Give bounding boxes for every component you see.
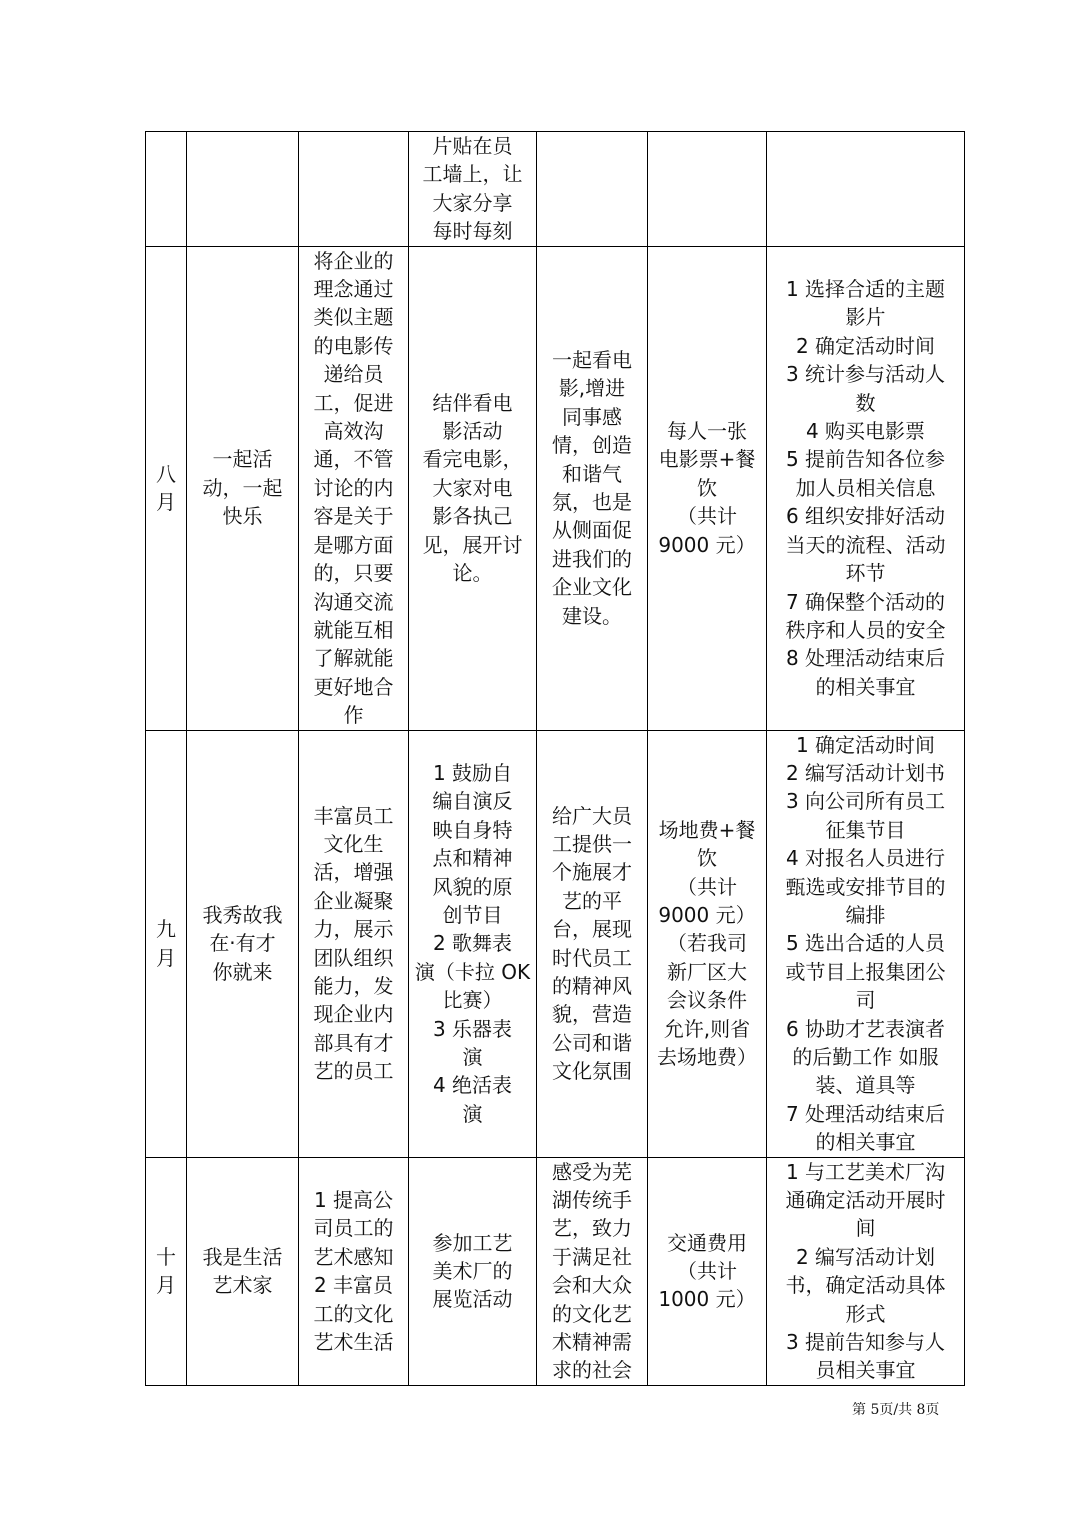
cell-text-line: 论。 bbox=[452, 561, 493, 586]
cell-text-line: 八 bbox=[156, 461, 176, 486]
cell-text-line: 现企业内 bbox=[313, 1002, 394, 1027]
cell-text-line: 编排 bbox=[845, 902, 886, 927]
cell-text-line: 团队组织 bbox=[313, 945, 394, 970]
theme-cell bbox=[187, 730, 299, 1157]
cell-text-line: 4 绝活表 bbox=[432, 1073, 513, 1098]
month-cell bbox=[146, 132, 187, 247]
cell-text-line: 给广大员 bbox=[552, 803, 632, 828]
cell-text-line: 当天的流程、活动 bbox=[785, 532, 946, 557]
cell-text-line: 湖传统手 bbox=[552, 1188, 632, 1213]
cell-text-line: （共计 bbox=[677, 504, 737, 529]
cell-text-line: 影片 bbox=[845, 305, 886, 330]
cell-text-line: 比赛） bbox=[442, 988, 503, 1013]
cell-text-line: 片贴在员 bbox=[432, 134, 513, 158]
cell-text-line: 展览活动 bbox=[432, 1287, 513, 1312]
cell-text-line: 就能互相 bbox=[313, 617, 394, 642]
cell-text-line: 编自演反 bbox=[432, 789, 513, 814]
cell-text-line: 电影票+餐 bbox=[658, 447, 756, 472]
month-cell bbox=[146, 246, 187, 730]
cell-text-line: 饮 bbox=[697, 475, 717, 500]
cell-text-line: 艺的员工 bbox=[313, 1059, 394, 1084]
cell-text-line: （共计 bbox=[677, 1259, 737, 1284]
cell-text-line: 司员工的 bbox=[313, 1216, 394, 1241]
cell-text-line: 风貌的原 bbox=[432, 874, 513, 899]
cell-text-line: 同事感 bbox=[562, 404, 622, 429]
cell-text-line: 7 确保整个活动的 bbox=[785, 589, 946, 614]
cell-text-line: 征集节目 bbox=[825, 817, 906, 842]
cell-text-line: 进我们的 bbox=[552, 546, 632, 571]
cell-text-line: 会和大众 bbox=[552, 1273, 632, 1298]
cell-text-line: 工提供一 bbox=[552, 831, 632, 856]
cell-text-line: 求的社会 bbox=[552, 1358, 632, 1383]
cell-text-line: 建设。 bbox=[562, 603, 622, 628]
cell-text-line: 大家对电 bbox=[432, 475, 513, 500]
table-row bbox=[146, 246, 965, 730]
cell-text-line: 情，创造 bbox=[552, 433, 632, 458]
cell-text-line: 1 与工艺美术厂沟 bbox=[785, 1159, 946, 1184]
cell-text-line: 饮 bbox=[697, 846, 717, 871]
cell-text-line: 貌，营造 bbox=[552, 1002, 632, 1027]
cell-text-line: 影各执己 bbox=[432, 504, 513, 529]
cell-text-line: 氛，也是 bbox=[552, 490, 632, 515]
cell-text-line: 5 提前告知各位参 bbox=[785, 447, 946, 472]
cell-text-line: 部具有才 bbox=[313, 1030, 394, 1055]
cell-text-line: 或节目上报集团公 bbox=[785, 959, 946, 984]
form-cell bbox=[409, 1157, 537, 1385]
theme-cell bbox=[187, 246, 299, 730]
cell-text-line: 讨论的内 bbox=[313, 475, 394, 500]
cell-text-line: 影活动 bbox=[442, 419, 503, 444]
steps-cell bbox=[767, 730, 965, 1157]
month-cell bbox=[146, 730, 187, 1157]
cell-text-line: 类似主题 bbox=[313, 305, 394, 330]
cell-text-line: 加人员相关信息 bbox=[795, 475, 936, 500]
theme-cell bbox=[187, 1157, 299, 1385]
cell-text-line: 2 丰富员 bbox=[313, 1273, 394, 1298]
cell-text-line: 你就来 bbox=[212, 959, 273, 984]
cell-text-line: 时代员工 bbox=[552, 945, 632, 970]
cell-text-line: 会议条件 bbox=[667, 988, 747, 1013]
cell-text-line: 动，一起 bbox=[202, 475, 283, 500]
cell-text-line: 4 购买电影票 bbox=[805, 419, 926, 444]
cell-text-line: 3 统计参与活动人 bbox=[785, 362, 946, 387]
cell-text-line: 了解就能 bbox=[313, 646, 394, 671]
cell-text-line: 从侧面促 bbox=[552, 518, 632, 543]
significance-cell bbox=[537, 132, 648, 247]
cell-text-line: 术精神需 bbox=[552, 1330, 632, 1355]
cell-text-line: 的文化艺 bbox=[552, 1301, 632, 1326]
cell-text-line: （若我司 bbox=[667, 931, 747, 956]
form-cell bbox=[409, 246, 537, 730]
cell-text-line: 工墙上，让 bbox=[422, 162, 523, 187]
cell-text-line: 每时每刻 bbox=[432, 219, 513, 244]
form-cell bbox=[409, 132, 537, 247]
cell-text-line: 工，促进 bbox=[313, 390, 394, 415]
cell-text-line: 环节 bbox=[845, 561, 886, 586]
cell-text-line: 我秀故我 bbox=[202, 902, 283, 927]
cell-text-line: 月 bbox=[156, 490, 176, 515]
cell-text-line: 演 bbox=[462, 1045, 483, 1069]
cell-text-line: 和谐气 bbox=[562, 461, 622, 486]
cell-text-line: 工的文化 bbox=[313, 1301, 394, 1326]
cell-text-line: 十 bbox=[156, 1244, 176, 1269]
cell-text-line: 去场地费） bbox=[657, 1045, 757, 1069]
cell-text-line: 6 组织安排好活动 bbox=[785, 504, 946, 529]
cell-text-line: 的后勤工作 如服 bbox=[792, 1045, 939, 1069]
cell-text-line: 结伴看电 bbox=[432, 390, 513, 415]
cell-text-line: 场地费+餐 bbox=[658, 817, 756, 842]
cell-text-line: 美术厂的 bbox=[432, 1259, 513, 1284]
cell-text-line: 3 乐器表 bbox=[432, 1016, 513, 1041]
table-row bbox=[146, 132, 965, 247]
cell-text-line: 5 选出合适的人员 bbox=[785, 931, 946, 956]
table-row bbox=[146, 730, 965, 1157]
cell-text-line: 3 向公司所有员工 bbox=[785, 789, 946, 814]
cell-text-line: 交通费用 bbox=[667, 1230, 747, 1255]
cell-text-line: 新厂区大 bbox=[667, 959, 747, 984]
budget-cell bbox=[648, 1157, 767, 1385]
cell-text-line: 书，确定活动具体 bbox=[785, 1273, 946, 1298]
cell-text-line: 秩序和人员的安全 bbox=[785, 617, 946, 642]
cell-text-line: 递给员 bbox=[323, 362, 384, 387]
cell-text-line: 丰富员工 bbox=[313, 803, 394, 828]
cell-text-line: 艺的平 bbox=[562, 888, 622, 913]
cell-text-line: 每人一张 bbox=[667, 419, 747, 444]
cell-text-line: 文化生 bbox=[323, 831, 384, 856]
cell-text-line: 沟通交流 bbox=[313, 589, 394, 614]
cell-text-line: 容是关于 bbox=[313, 504, 394, 529]
budget-cell bbox=[648, 730, 767, 1157]
cell-text-line: 1 选择合适的主题 bbox=[785, 277, 946, 302]
cell-text-line: 形式 bbox=[845, 1301, 886, 1326]
cell-text-line: 月 bbox=[156, 945, 176, 970]
purpose-cell bbox=[299, 246, 409, 730]
cell-text-line: 2 编写活动计划 bbox=[795, 1244, 936, 1269]
significance-cell bbox=[537, 246, 648, 730]
cell-text-line: 快乐 bbox=[222, 504, 263, 529]
purpose-cell bbox=[299, 132, 409, 247]
cell-text-line: 的，只要 bbox=[313, 561, 394, 586]
significance-cell bbox=[537, 1157, 648, 1385]
cell-text-line: 1 鼓励自 bbox=[432, 760, 513, 785]
cell-text-line: 通确定活动开展时 bbox=[785, 1188, 946, 1213]
cell-text-line: 9000 元） bbox=[658, 902, 756, 927]
cell-text-line: 一起看电 bbox=[552, 348, 632, 373]
cell-text-line: 创节目 bbox=[442, 902, 503, 927]
cell-text-line: 演（卡拉 OK bbox=[414, 959, 531, 984]
cell-text-line: 一起活 bbox=[212, 447, 273, 472]
cell-text-line: 员相关事宜 bbox=[815, 1358, 916, 1383]
cell-text-line: 于满足社 bbox=[552, 1244, 632, 1269]
cell-text-line: 台，展现 bbox=[552, 917, 632, 942]
cell-text-line: （共计 bbox=[677, 874, 737, 899]
cell-text-line: 1 提高公 bbox=[313, 1188, 394, 1213]
cell-text-line: 艺术家 bbox=[212, 1273, 273, 1298]
cell-text-line: 映自身特 bbox=[432, 817, 513, 842]
cell-text-line: 个施展才 bbox=[552, 860, 632, 885]
cell-text-line: 的电影传 bbox=[313, 333, 394, 358]
cell-text-line: 大家分享 bbox=[432, 190, 513, 215]
budget-cell bbox=[648, 246, 767, 730]
cell-text-line: 见，展开讨 bbox=[422, 532, 523, 557]
cell-text-line: 公司和谐 bbox=[552, 1030, 632, 1055]
cell-text-line: 艺术生活 bbox=[313, 1330, 394, 1355]
cell-text-line: 文化氛围 bbox=[552, 1059, 632, 1084]
cell-text-line: 在·有才 bbox=[209, 931, 276, 956]
form-cell bbox=[409, 730, 537, 1157]
steps-cell bbox=[767, 1157, 965, 1385]
activity-plan-table bbox=[145, 131, 965, 1386]
table-row bbox=[146, 1157, 965, 1385]
steps-cell bbox=[767, 132, 965, 247]
cell-text-line: 感受为芜 bbox=[552, 1159, 632, 1184]
cell-text-line: 允许,则省 bbox=[663, 1016, 751, 1041]
cell-text-line: 是哪方面 bbox=[313, 532, 394, 557]
cell-text-line: 活，增强 bbox=[313, 860, 394, 885]
cell-text-line: 力，展示 bbox=[313, 917, 394, 942]
cell-text-line: 间 bbox=[855, 1216, 876, 1241]
cell-text-line: 理念通过 bbox=[313, 277, 394, 302]
month-cell bbox=[146, 1157, 187, 1385]
cell-text-line: 1000 元） bbox=[658, 1287, 756, 1312]
theme-cell bbox=[187, 132, 299, 247]
cell-text-line: 1 确定活动时间 bbox=[795, 732, 936, 757]
purpose-cell bbox=[299, 730, 409, 1157]
cell-text-line: 九 bbox=[156, 917, 176, 942]
cell-text-line: 演 bbox=[462, 1101, 483, 1126]
cell-text-line: 企业文化 bbox=[552, 575, 632, 600]
cell-text-line: 2 编写活动计划书 bbox=[785, 760, 946, 785]
purpose-cell bbox=[299, 1157, 409, 1385]
cell-text-line: 企业凝聚 bbox=[313, 888, 394, 913]
cell-text-line: 9000 元） bbox=[658, 532, 756, 557]
cell-text-line: 装、道具等 bbox=[815, 1073, 916, 1098]
steps-cell bbox=[767, 246, 965, 730]
cell-text-line: 我是生活 bbox=[202, 1244, 283, 1269]
cell-text-line: 的精神风 bbox=[552, 973, 632, 998]
page-number: 第 5页/共 8页 bbox=[852, 1402, 940, 1418]
cell-text-line: 艺术感知 bbox=[313, 1244, 394, 1269]
cell-text-line: 数 bbox=[855, 390, 876, 415]
cell-text-line: 看完电影， bbox=[422, 447, 523, 472]
cell-text-line: 能力，发 bbox=[313, 973, 394, 998]
cell-text-line: 通，不管 bbox=[313, 447, 394, 472]
cell-text-line: 艺，致力 bbox=[552, 1216, 632, 1241]
budget-cell bbox=[648, 132, 767, 247]
cell-text-line: 司 bbox=[855, 988, 876, 1013]
cell-text-line: 的相关事宜 bbox=[815, 674, 916, 699]
cell-text-line: 月 bbox=[156, 1273, 176, 1298]
cell-text-line: 更好地合 bbox=[313, 674, 394, 699]
cell-text-line: 将企业的 bbox=[313, 248, 394, 273]
cell-text-line: 2 确定活动时间 bbox=[795, 333, 936, 358]
cell-text-line: 8 处理活动结束后 bbox=[785, 646, 946, 671]
cell-text-line: 高效沟 bbox=[323, 419, 384, 444]
cell-text-line: 3 提前告知参与人 bbox=[785, 1330, 946, 1355]
cell-text-line: 7 处理活动结束后 bbox=[785, 1101, 946, 1126]
cell-text-line: 点和精神 bbox=[432, 846, 513, 871]
significance-cell bbox=[537, 730, 648, 1157]
cell-text-line: 的相关事宜 bbox=[815, 1130, 916, 1155]
cell-text-line: 影,增进 bbox=[558, 376, 626, 401]
cell-text-line: 参加工艺 bbox=[432, 1230, 513, 1255]
cell-text-line: 2 歌舞表 bbox=[432, 931, 513, 956]
cell-text-line: 4 对报名人员进行 bbox=[785, 846, 946, 871]
cell-text-line: 6 协助才艺表演者 bbox=[785, 1016, 946, 1041]
cell-text-line: 作 bbox=[343, 703, 364, 728]
cell-text-line: 甄选或安排节目的 bbox=[785, 874, 946, 899]
